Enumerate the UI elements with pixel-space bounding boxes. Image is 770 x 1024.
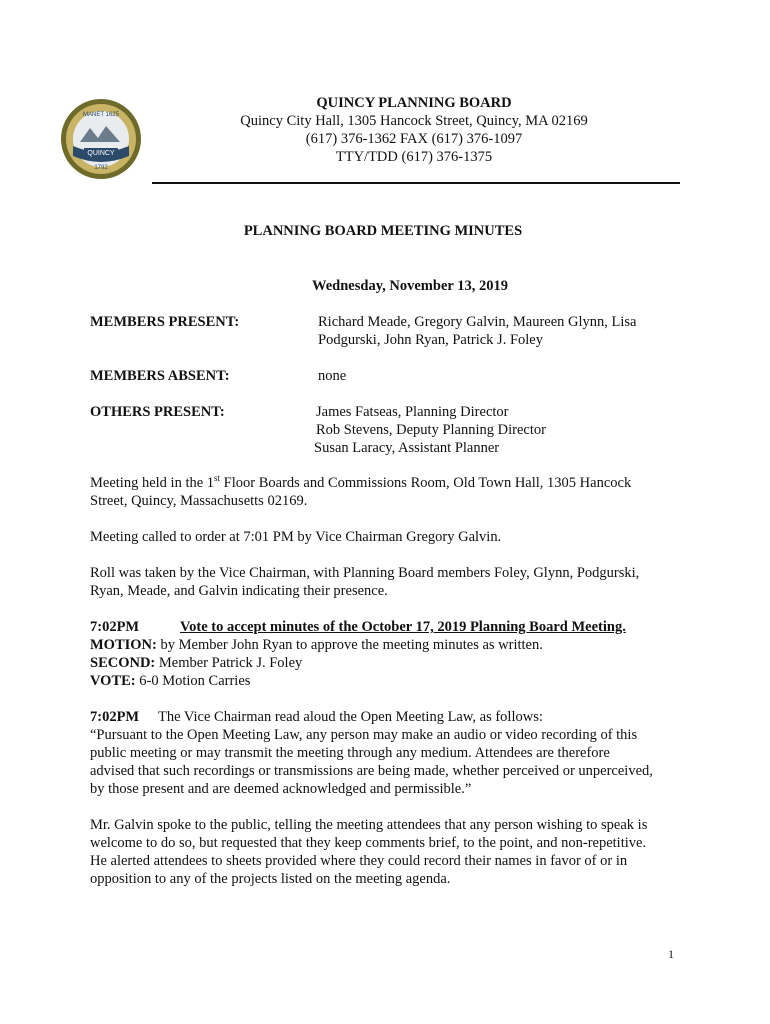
document-title: PLANNING BOARD MEETING MINUTES <box>243 223 523 239</box>
board-phone-fax: (617) 376-1362 FAX (617) 376-1097 <box>305 131 523 147</box>
roll-line2: Ryan, Meade, and Galvin indicating their presence. <box>90 583 388 599</box>
open-meeting-quote-line: public meeting or may transmit the meeting through any medium. Attendees are therefore <box>90 745 610 761</box>
board-tty: TTY/TDD (617) 376-1375 <box>335 149 493 165</box>
open-meeting-quote-line: “Pursuant to the Open Meeting Law, any person may make an audio or video recording of this <box>90 727 638 743</box>
motion-text: by Member John Ryan to approve the meeting minutes as written. <box>156 637 543 653</box>
call-to-order: Meeting called to order at 7:01 PM by Vice Chairman Gregory Galvin. <box>90 529 502 545</box>
second-text: Member Patrick J. Foley <box>155 655 303 671</box>
seal-top-text: MANET 1625 <box>83 112 119 118</box>
seal-bottom-text: 1792 <box>94 165 108 171</box>
header-divider <box>152 182 680 184</box>
members-absent-value: none <box>318 368 347 384</box>
members-present-line1: Richard Meade, Gregory Galvin, Maureen Glynn, Lisa <box>318 314 637 330</box>
location-text: Meeting held in the 1 <box>90 475 215 491</box>
others-present-label: OTHERS PRESENT: <box>90 404 225 420</box>
board-address: Quincy City Hall, 1305 Hancock Street, Quincy, MA 02169 <box>240 113 588 129</box>
seal-banner-text: QUINCY <box>87 150 115 157</box>
location-line2: Street, Quincy, Massachusetts 02169. <box>90 493 308 509</box>
second-label: SECOND: <box>90 655 156 671</box>
galvin-paragraph-line: welcome to do so, but requested that they keep comments brief, to the point, and non-repetitive. <box>90 835 647 851</box>
board-name: QUINCY PLANNING BOARD <box>316 95 512 111</box>
others-present-item: Rob Stevens, Deputy Planning Director <box>316 422 546 438</box>
location-text: Floor Boards and Commissions Room, Old Town Hall, 1305 Hancock <box>220 475 632 491</box>
galvin-paragraph-line: He alerted attendees to sheets provided where they could record their names in favor of or in <box>90 853 628 869</box>
city-seal-logo <box>60 98 142 180</box>
second-line <box>90 654 690 672</box>
vote-text: 6-0 Motion Carries <box>135 673 251 689</box>
vote-item-heading: Vote to accept minutes of the October 17, 2019 Planning Board Meeting. <box>180 619 626 635</box>
members-present-label: MEMBERS PRESENT: <box>90 314 240 330</box>
open-meeting-quote-line: by those present and are deemed acknowledged and permissible.” <box>90 781 472 797</box>
meeting-date: Wednesday, November 13, 2019 <box>312 278 508 294</box>
roll-line1: Roll was taken by the Vice Chairman, with Planning Board members Foley, Glynn, Podgurski, <box>90 565 640 581</box>
open-meeting-time: 7:02PM <box>90 709 140 725</box>
galvin-paragraph-line: opposition to any of the projects listed on the meeting agenda. <box>90 871 451 887</box>
open-meeting-quote-line: advised that such recordings or transmissions are being made, whether perceived or unperceived, <box>90 763 653 779</box>
others-present-item: James Fatseas, Planning Director <box>316 404 509 420</box>
motion-label: MOTION: <box>90 637 157 653</box>
vote-item-time: 7:02PM <box>90 619 140 635</box>
members-absent-label: MEMBERS ABSENT: <box>90 368 230 384</box>
open-meeting-intro: The Vice Chairman read aloud the Open Meeting Law, as follows: <box>158 709 543 725</box>
galvin-paragraph-line: Mr. Galvin spoke to the public, telling the meeting attendees that any person wishing to speak is <box>90 817 648 833</box>
location-superscript: st <box>214 473 221 484</box>
location-line1 <box>90 474 690 492</box>
members-present-line2: Podgurski, John Ryan, Patrick J. Foley <box>318 332 543 348</box>
vote-line <box>90 672 690 690</box>
others-present-item: Susan Laracy, Assistant Planner <box>314 440 500 456</box>
motion-line <box>90 636 690 654</box>
vote-label: VOTE: <box>90 673 136 689</box>
page-number: 1 <box>668 947 674 961</box>
